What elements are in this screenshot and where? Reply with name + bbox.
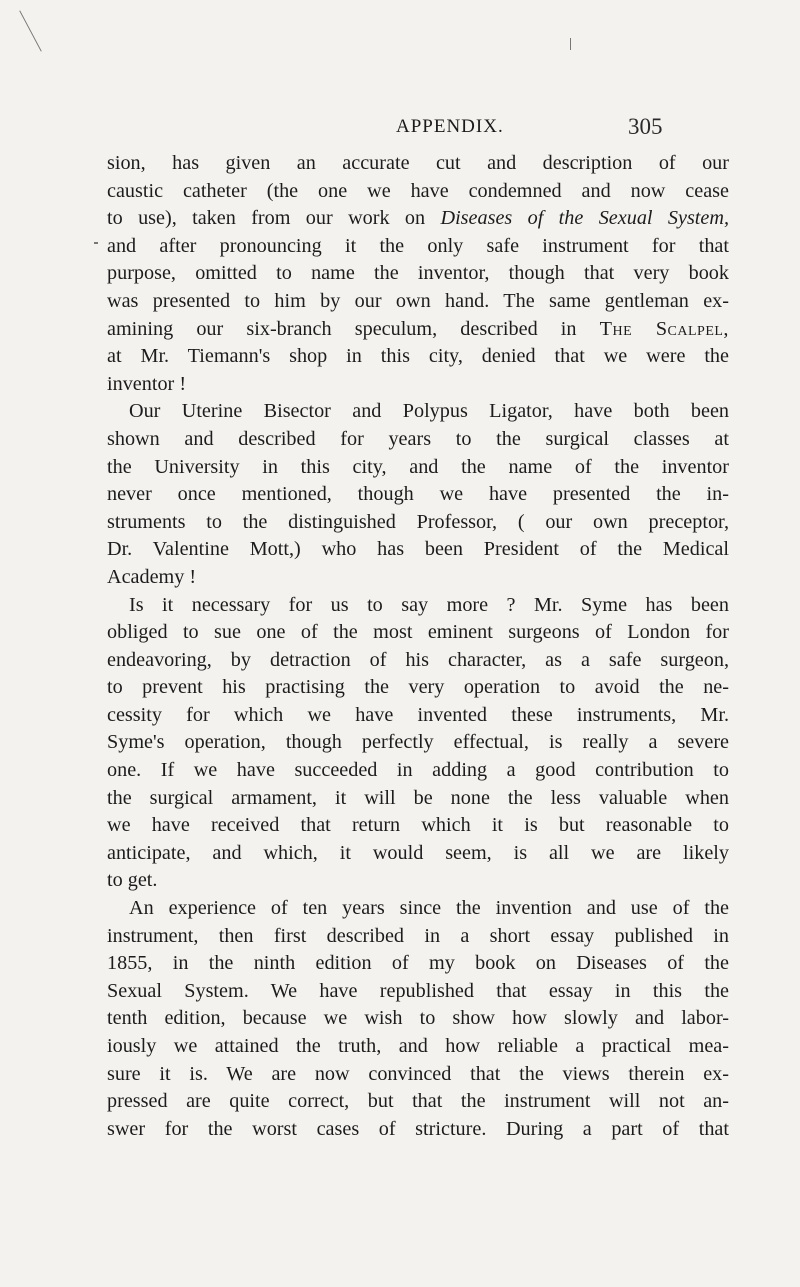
text-line: struments to the distinguished Professor, ( our own preceptor, — [107, 510, 729, 533]
text-line: to prevent his practising the very operation to avoid the ne- — [107, 676, 729, 699]
text-line: instrument, then first described in a short essay published in — [107, 924, 729, 947]
text-line: Dr. Valentine Mott,) who has been President of the Medical — [107, 538, 729, 561]
text-line: inventor ! — [107, 372, 187, 395]
text-line: caustic catheter (the one we have condemned and now cease — [107, 179, 729, 202]
text-line: to get. — [107, 869, 158, 892]
text-line: purpose, omitted to name the inventor, though that very book — [107, 262, 729, 285]
text-line: Academy ! — [107, 565, 197, 588]
text-line: tenth edition, because we wish to show how slowly and labor- — [107, 1007, 729, 1030]
text-line: swer for the worst cases of stricture. During a part of that — [107, 1117, 729, 1140]
book-title: Diseases of the Sexual System, — [440, 207, 729, 230]
body-text — [107, 150, 729, 1143]
paragraph-first-line: An experience of ten years since the invention and use of the — [129, 897, 729, 920]
text-line: 1855, in the ninth edition of my book on Diseases of the — [107, 952, 729, 975]
text-line: at Mr. Tiemann's shop in this city, denied that we were the — [107, 345, 729, 368]
text-line: sion, has given an accurate cut and description of our — [107, 152, 729, 174]
text-line: Sexual System. We have republished that essay in this the — [107, 979, 729, 1002]
running-head: APPENDIX. — [396, 116, 504, 137]
text-line: shown and described for years to the surgical classes at — [107, 427, 729, 450]
text-line: obliged to sue one of the most eminent surgeons of London for — [107, 621, 729, 644]
text-line: one. If we have succeeded in adding a good contribution to — [107, 759, 729, 782]
text-line: never once mentioned, though we have presented the in- — [107, 483, 729, 506]
text-line — [107, 205, 729, 233]
page-number: 305 — [628, 114, 663, 139]
text-line: anticipate, and which, it would seem, is all we are likely — [107, 841, 729, 864]
text-line: the University in this city, and the name of the inventor — [107, 455, 729, 478]
text-line: sure it is. We are now convinced that the views therein ex- — [107, 1062, 729, 1085]
edge-mark — [570, 38, 571, 50]
text-segment: to use), taken from our work on — [107, 207, 426, 230]
text-line: cessity for which we have invented these instruments, Mr. — [107, 703, 729, 726]
text-segment: amining our six-branch speculum, described in — [107, 317, 577, 340]
text-line: was presented to him by our own hand. The same gentleman ex- — [107, 289, 729, 312]
paragraph-first-line: Is it necessary for us to say more ? Mr. Syme has been — [129, 593, 729, 616]
text-line: the surgical armament, it will be none the less valuable when — [107, 786, 729, 809]
text-line: Syme's operation, though perfectly effectual, is really a severe — [107, 731, 729, 754]
text-line: endeavoring, by detraction of his character, as a safe surgeon, — [107, 648, 729, 671]
margin-tick — [94, 242, 98, 244]
text-line — [107, 316, 729, 344]
text-line: and after pronouncing it the only safe instrument for that — [107, 234, 729, 257]
page-header — [0, 116, 800, 146]
text-line: pressed are quite correct, but that the instrument will not an- — [107, 1090, 729, 1113]
edge-mark — [19, 10, 41, 51]
text-line: we have received that return which it is but reasonable to — [107, 814, 729, 837]
journal-title: The Scalpel, — [599, 317, 729, 340]
paragraph-first-line: Our Uterine Bisector and Polypus Ligator, have both been — [129, 400, 729, 423]
text-line: iously we attained the truth, and how reliable a practical mea- — [107, 1035, 729, 1057]
